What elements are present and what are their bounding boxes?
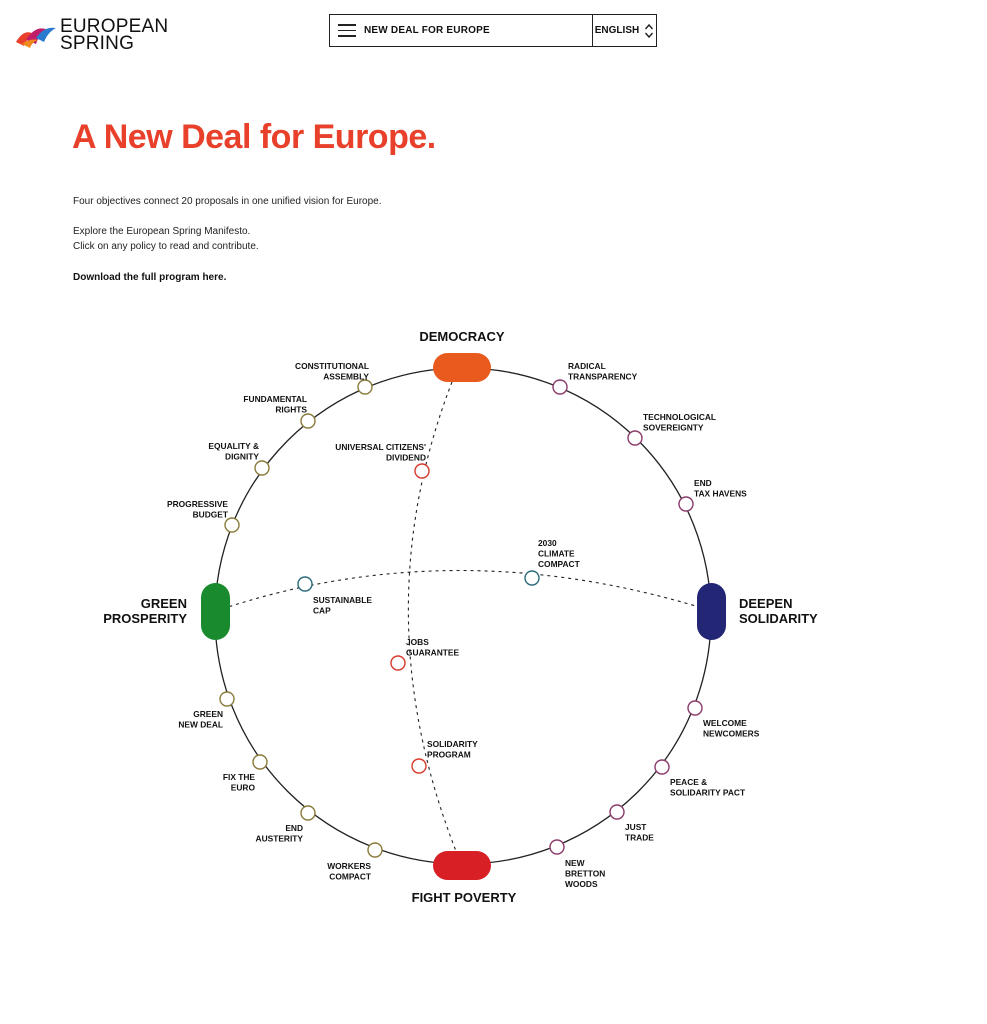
fight-poverty-label: FIGHT POVERTY bbox=[411, 890, 517, 905]
top-navigation bbox=[329, 14, 657, 47]
proposal-node-circle bbox=[415, 464, 429, 478]
deepen-solidarity-label-line1: DEEPEN bbox=[739, 596, 793, 611]
proposal-new-bretton-woods[interactable] bbox=[550, 840, 605, 889]
proposal-label-line: WELCOME bbox=[703, 718, 747, 728]
deepen-solidarity-label-line2: SOLIDARITY bbox=[739, 611, 818, 626]
proposal-node-circle bbox=[553, 380, 567, 394]
proposal-welcome-newcomers[interactable] bbox=[688, 701, 760, 739]
proposal-sustainable-cap[interactable] bbox=[298, 577, 372, 616]
objective-democracy[interactable] bbox=[419, 329, 505, 382]
proposal-node-circle bbox=[225, 518, 239, 532]
proposal-node-circle bbox=[220, 692, 234, 706]
proposal-label-line: SUSTAINABLE bbox=[313, 595, 372, 605]
logo-line-spring: SPRING bbox=[60, 33, 135, 54]
proposal-node-circle bbox=[358, 380, 372, 394]
proposal-label-line: BUDGET bbox=[192, 509, 228, 520]
proposal-label-line: WORKERS bbox=[327, 861, 371, 871]
proposal-end-tax-havens[interactable] bbox=[679, 478, 747, 511]
hamburger-icon bbox=[338, 24, 356, 37]
proposal-label-line: END bbox=[285, 823, 303, 833]
intro-explore-text: Explore the European Spring Manifesto. bbox=[73, 226, 251, 237]
proposal-label-line: TAX HAVENS bbox=[694, 488, 747, 499]
proposal-label-line: PROGRESSIVE bbox=[167, 499, 228, 509]
proposal-node-circle bbox=[525, 571, 539, 585]
proposal-label-line: PROGRAM bbox=[427, 749, 471, 760]
proposal-node-circle bbox=[655, 760, 669, 774]
proposal-label-line: RIGHTS bbox=[275, 404, 307, 415]
proposal-radical-transparency[interactable] bbox=[553, 361, 638, 394]
proposal-peace-solidarity-pact[interactable] bbox=[655, 760, 746, 798]
manifesto-diagram bbox=[0, 300, 987, 920]
proposal-label-line: RADICAL bbox=[568, 361, 606, 371]
language-selector[interactable] bbox=[592, 15, 656, 46]
proposal-label-line: SOLIDARITY bbox=[427, 739, 478, 749]
language-label: ENGLISH bbox=[594, 25, 640, 36]
proposal-progressive-budget[interactable] bbox=[167, 499, 239, 532]
proposal-label-line: END bbox=[694, 478, 712, 488]
proposal-workers-compact[interactable] bbox=[327, 843, 382, 882]
proposal-jobs-guarantee[interactable] bbox=[391, 637, 459, 670]
proposal-just-trade[interactable] bbox=[610, 805, 654, 843]
green-solidarity-connector bbox=[216, 571, 712, 612]
proposal-label-line: JOBS bbox=[406, 637, 429, 647]
proposal-fix-the-euro[interactable] bbox=[223, 755, 267, 793]
menu-label: NEW DEAL FOR EUROPE bbox=[364, 25, 490, 36]
download-program-link[interactable]: Download the full program here. bbox=[73, 272, 227, 283]
proposal-label-line: BRETTON bbox=[565, 868, 606, 879]
proposal-label-line: DIVIDEND bbox=[385, 452, 426, 463]
bird-logo-icon bbox=[14, 20, 58, 50]
green-prosperity-label-line1: GREEN bbox=[140, 596, 187, 611]
proposal-climate-compact[interactable] bbox=[525, 538, 581, 585]
objective-green-prosperity[interactable] bbox=[103, 583, 230, 640]
proposal-node-circle bbox=[255, 461, 269, 475]
logo-line-european: EUROPEAN bbox=[60, 16, 169, 37]
proposal-technological-sovereignty[interactable] bbox=[628, 412, 716, 445]
proposal-label-line: SOLIDARITY PACT bbox=[670, 787, 746, 798]
proposal-label-line: CAP bbox=[313, 605, 331, 616]
proposal-end-austerity[interactable] bbox=[256, 806, 315, 844]
proposal-label-line: WOODS bbox=[565, 879, 598, 889]
proposal-label-line: FIX THE bbox=[222, 772, 255, 782]
proposal-label-line: CONSTITUTIONAL bbox=[295, 361, 369, 371]
chevron-updown-icon bbox=[644, 22, 654, 40]
menu-button[interactable] bbox=[330, 15, 592, 46]
page-title: A New Deal for Europe. bbox=[72, 118, 436, 156]
proposal-label-line: COMPACT bbox=[538, 559, 580, 569]
proposal-node-circle bbox=[610, 805, 624, 819]
proposal-label-line: PEACE & bbox=[670, 777, 708, 787]
proposal-label-line: ASSEMBLY bbox=[323, 371, 369, 382]
proposal-node-circle bbox=[301, 806, 315, 820]
proposal-label-line: 2030 bbox=[538, 538, 557, 548]
proposal-green-new-deal[interactable] bbox=[178, 692, 234, 730]
proposal-label-line: SOVEREIGNTY bbox=[643, 422, 704, 433]
proposal-label-line: EURO bbox=[230, 782, 255, 793]
proposal-label-line: TECHNOLOGICAL bbox=[643, 412, 717, 422]
proposal-node-circle bbox=[412, 759, 426, 773]
proposal-label-line: CLIMATE bbox=[538, 548, 575, 559]
proposal-node-circle bbox=[550, 840, 564, 854]
democracy-label: DEMOCRACY bbox=[419, 329, 505, 344]
proposal-node-circle bbox=[391, 656, 405, 670]
proposal-label-line: JUST bbox=[625, 822, 647, 832]
proposal-node-circle bbox=[679, 497, 693, 511]
proposal-label-line: TRADE bbox=[625, 832, 654, 843]
proposal-label-line: NEWCOMERS bbox=[703, 728, 760, 739]
green-prosperity-label-line2: PROSPERITY bbox=[103, 611, 187, 626]
proposal-node-circle bbox=[688, 701, 702, 715]
proposal-label-line: GREEN bbox=[193, 709, 223, 719]
objective-deepen-solidarity[interactable] bbox=[697, 583, 818, 640]
proposal-equality-dignity[interactable] bbox=[208, 441, 269, 475]
proposal-label-line: UNIVERSAL CITIZENS' bbox=[335, 442, 426, 452]
proposal-node-circle bbox=[253, 755, 267, 769]
proposal-label-line: NEW bbox=[565, 858, 585, 868]
objective-fight-poverty[interactable] bbox=[412, 851, 517, 905]
proposal-label-line: DIGNITY bbox=[225, 451, 259, 462]
proposal-node-circle bbox=[298, 577, 312, 591]
proposal-label-line: COMPACT bbox=[329, 871, 371, 882]
proposal-fundamental-rights[interactable] bbox=[243, 394, 315, 428]
proposal-solidarity-program[interactable] bbox=[412, 739, 478, 773]
proposal-label-line: EQUALITY & bbox=[208, 441, 259, 451]
intro-click-text: Click on any policy to read and contribute. bbox=[73, 241, 259, 252]
proposal-universal-citizens-dividend[interactable] bbox=[335, 442, 429, 478]
proposal-node-circle bbox=[301, 414, 315, 428]
proposal-label-line: TRANSPARENCY bbox=[568, 371, 638, 382]
proposal-label-line: NEW DEAL bbox=[178, 719, 223, 730]
proposal-node-circle bbox=[368, 843, 382, 857]
proposal-label-line: FUNDAMENTAL bbox=[243, 394, 307, 404]
proposal-constitutional-assembly[interactable] bbox=[295, 361, 372, 394]
proposal-label-line: GUARANTEE bbox=[406, 647, 460, 658]
proposal-node-circle bbox=[628, 431, 642, 445]
european-spring-logo[interactable] bbox=[14, 18, 174, 54]
proposal-label-line: AUSTERITY bbox=[255, 833, 303, 844]
intro-objectives-text: Four objectives connect 20 proposals in one unified vision for Europe. bbox=[73, 196, 382, 207]
